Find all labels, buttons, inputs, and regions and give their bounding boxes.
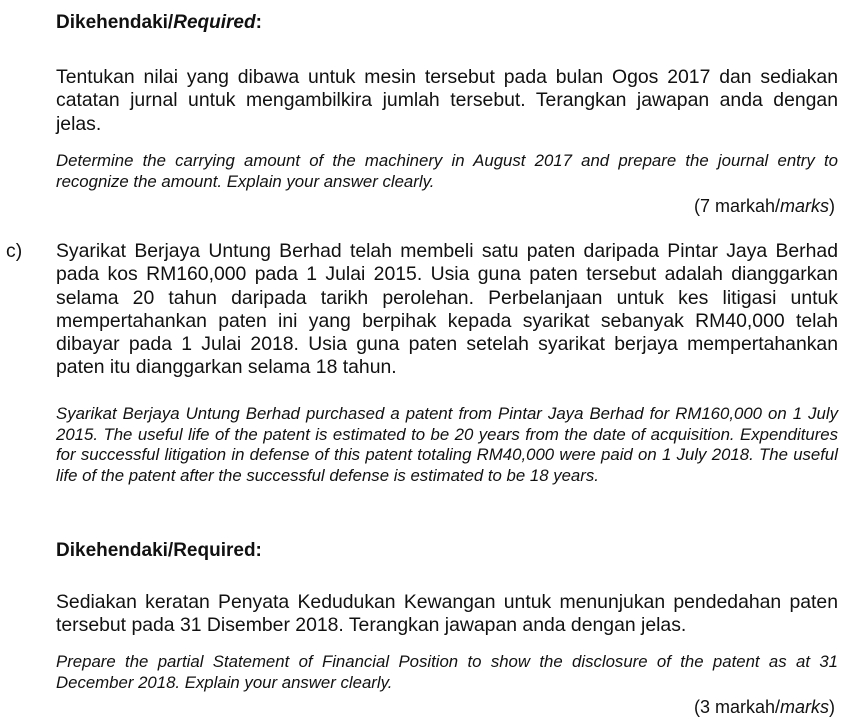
required-heading-c: Dikehendaki/Required: [56,540,262,561]
question-c-english: Syarikat Berjaya Untung Berhad purchased a patent from Pintar Jaya Berhad for RM160,000 on 1 July 2015. The useful life of the patent is estimated to be 20 years from the date of acquisition. Expenditures for successful litigation in defense of this patent totaling RM40,000 were paid on 1 July 2018. The useful life of the patent after the successful defense is estimated to be 18 years. [56,404,838,485]
marks-c: (3 markah/marks) [693,697,835,717]
heading-english: Required [173,12,256,33]
marks-b: (7 markah/marks) [693,196,835,216]
heading-colon: : [255,12,262,33]
question-b-english: Determine the carrying amount of the machinery in August 2017 and prepare the journal entry to recognize the amount. Explain your answer clearly. [56,151,838,191]
required-heading-b [56,12,262,34]
question-c-malay: Syarikat Berjaya Untung Berhad telah membeli satu paten daripada Pintar Jaya Berhad pada kos RM160,000 pada 1 Julai 2015. Usia guna paten tersebut adalah dianggarkan selama 20 tahun daripada tarikh perolehan. Perbelanjaan untuk kes litigasi untuk mempertahankan paten ini yang berpihak kepada syarikat sebanyak RM40,000 telah dibayar pada 1 Julai 2018. Usia guna paten setelah syarikat berjaya mempertahankan paten itu dianggarkan selama 18 tahun. [56,240,838,379]
question-b-malay: Tentukan nilai yang dibawa untuk mesin tersebut pada bulan Ogos 2017 dan sediakan catatan jurnal untuk mengambilkira jumlah tersebut. Terangkan jawapan anda dengan jelas. [56,66,838,135]
heading-malay: Dikehendaki/ [56,12,174,33]
required-c-english: Prepare the partial Statement of Financial Position to show the disclosure of the patent as at 31 December 2018. Explain your answer clearly. [56,652,838,692]
required-c-malay: Sediakan keratan Penyata Kedudukan Kewangan untuk menunjukan pendedahan paten tersebut pada 31 Disember 2018. Terangkan jawapan anda dengan jelas. [56,591,838,637]
question-label-c: c) [6,240,23,262]
